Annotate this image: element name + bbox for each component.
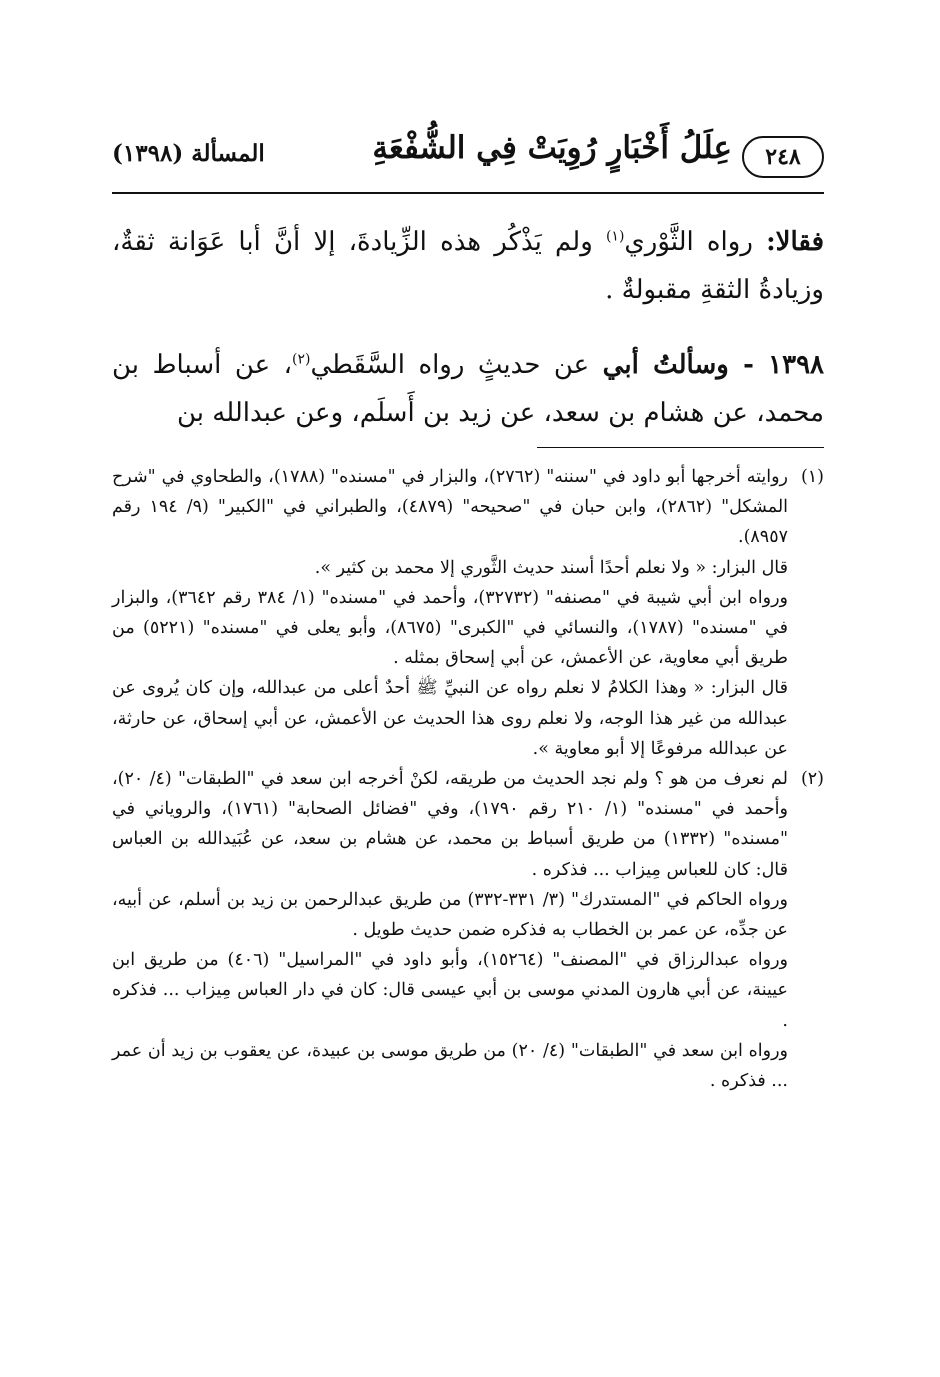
footnote-paragraph: ورواه الحاكم في "المستدرك" (٣/ ٣٣١-٣٣٢) من طريق عبدالرحمن بن زيد بن أسلم، عن أبيه، عن جدِّه، عن عمر بن الخطاب به فذكره ضمن حديث طويل . bbox=[112, 889, 789, 941]
question-number: ١٣٩٨ - وسألتُ أبي bbox=[602, 350, 824, 380]
footnote-paragraph: روايته أخرجها أبو داود في "سننه" (٢٧٦٢)، والبزار في "مسنده" (١٧٨٨)، والطحاوي في "شرح المشكل" (٢٨٦٢)، وابن حبان في "صحيحه" (٤٨٧٩)، والطبراني في "الكبير" (٩/ ١٩٤ رقم ٨٩٥٧). bbox=[112, 467, 789, 548]
footnote-body bbox=[112, 462, 788, 764]
footnote-1 bbox=[112, 462, 824, 764]
footnote-paragraph: ورواه ابن سعد في "الطبقات" (٤/ ٢٠) من طريق موسى بن عبيدة، عن يعقوب بن زيد أن عمر ... فذكره . bbox=[112, 1040, 788, 1092]
footnote-number: (١) bbox=[800, 467, 824, 487]
footnote-separator bbox=[537, 447, 824, 448]
page-header bbox=[112, 128, 824, 186]
footnote-number: (٢) bbox=[800, 769, 824, 790]
footnote-ref-2: (٢) bbox=[292, 351, 311, 368]
issue-label: المسألة (١٣٩٨) bbox=[112, 140, 265, 167]
page-number-badge: ٢٤٨ bbox=[742, 136, 824, 178]
paragraph-text: رواه الثَّوْري bbox=[624, 227, 767, 257]
footnote-paragraph: ورواه عبدالرزاق في "المصنف" (١٥٢٦٤)، وأبو داود في "المراسيل" (٤٠٦) من طريق ابن عيينة، عن أبي هارون المدني موسى بن أبي عيسى قال: كان في دار العباس مِيزاب ... فذكره . bbox=[112, 950, 788, 1031]
footnote-2 bbox=[112, 764, 824, 1096]
footnote-paragraph: لم نعرف من هو ؟ ولم نجد الحديث من طريقه، لكنْ أخرجه ابن سعد في "الطبقات" (٤/ ٢٠)، وأحمد في "مسنده" (١/ ٢١٠ رقم ١٧٩٠)، وفي "فضائل الصحابة" (١٧٦١)، والروياني في "مسنده" (١٣٣٢) من طريق أسباط بن محمد، عن هشام بن سعد، عن عُبَيدالله بن العباس قال: كان للعباس مِيزاب ... فذكره . bbox=[112, 769, 789, 880]
footnote-ref-1: (١) bbox=[605, 228, 625, 245]
main-text bbox=[112, 218, 824, 437]
paragraph-lead: فقالا: bbox=[766, 227, 824, 257]
footnote-paragraph: قال البزار: « وهذا الكلامُ لا نعلم رواه عن النبيِّ ﷺ أحدٌ أعلى من عبدالله، وإن كان يُروى عن عبدالله من غير هذا الوجه، ولا نعلم روى هذا الحديث عن الأعمش، عن أبي إسحاق، عن حارثة، عن عبدالله مرفوعًا إلا أبو معاوية ». bbox=[112, 678, 788, 759]
footnote-paragraph: ورواه ابن أبي شيبة في "مصنفه" (٣٢٧٣٢)، وأحمد في "مسنده" (١/ ٣٨٤ رقم ٣٦٤٢)، والبزار في "مسنده" (١٧٨٧)، والنسائي في "الكبرى" (٨٦٧٥)، وأبو يعلى في "مسنده" (٥٢٢١) من طريق أبي معاوية، عن الأعمش، عن أبي إسحاق بمثله . bbox=[112, 587, 788, 669]
paragraph-question-1398 bbox=[112, 341, 824, 437]
paragraph-text: ولم يَذْكُر هذه الزِّيادةَ، إلا أنَّ أبا عَوَانة ثقةٌ، وزيادةُ الثقةِ مقبولةٌ . bbox=[112, 227, 824, 305]
paragraph-text: عن حديثٍ رواه السَّقَطي bbox=[310, 350, 603, 380]
paragraph-answer bbox=[112, 218, 824, 314]
footnote-paragraph: قال البزار: « ولا نعلم أحدًا أسند حديث الثَّوري إلا محمد بن كثير ». bbox=[314, 557, 788, 578]
book-title: عِلَلُ أَخْبَارٍ رُوِيَتْ فِي الشُّفْعَةِ bbox=[372, 130, 732, 166]
paragraph-text: ، عن أسباط بن محمد، عن هشام بن سعد، عن زيد بن أَسلَم، وعن عبدالله بن bbox=[112, 350, 824, 428]
header-rule bbox=[112, 192, 824, 194]
footnotes bbox=[112, 462, 824, 1096]
footnote-body bbox=[112, 764, 788, 1096]
